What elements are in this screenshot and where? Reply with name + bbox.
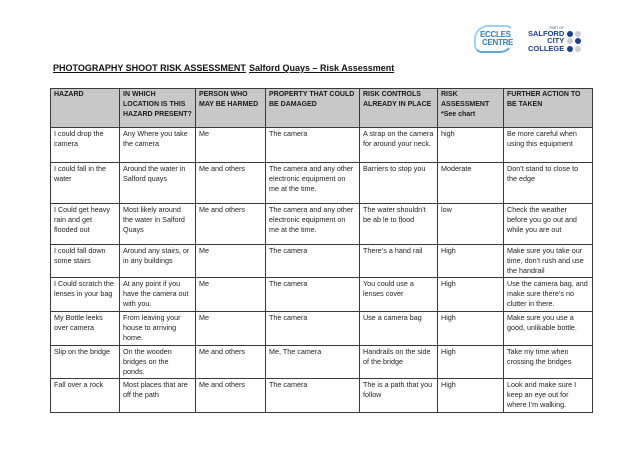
cell-hazard: My Bottle leeks over camera — [51, 312, 120, 346]
cell-controls: Use a camera bag — [360, 312, 438, 346]
cell-location: Around the water in Salford quays — [120, 163, 196, 204]
column-header-controls: RISK CONTROLS ALREADY IN PLACE — [360, 89, 438, 128]
cell-action: Make sure you use a good, unlikable bottle. — [504, 312, 593, 346]
cell-risk: High — [438, 245, 504, 278]
cell-hazard: I Could get heavy rain and get flooded out — [51, 204, 120, 245]
table-row — [51, 163, 593, 204]
cell-risk: High — [438, 379, 504, 413]
cell-location: Around any stairs, or in any buildings — [120, 245, 196, 278]
salford-logo-part-of: PART OF — [549, 25, 565, 30]
cell-property: The camera — [266, 379, 360, 413]
cell-person: Me — [196, 312, 266, 346]
cell-risk: High — [438, 346, 504, 379]
cell-risk: high — [438, 128, 504, 163]
cell-location: Most likely around the water in Salford Quays — [120, 204, 196, 245]
cell-hazard: I could drop the camera — [51, 128, 120, 163]
column-header-location: IN WHICH LOCATION IS THIS HAZARD PRESENT? — [120, 89, 196, 128]
cell-action: Don’t stand to close to the edge — [504, 163, 593, 204]
cell-risk: High — [438, 312, 504, 346]
document-title: PHOTOGRAPHY SHOOT RISK ASSESSMENT — [53, 63, 246, 73]
column-header-property: PROPERTY THAT COULD BE DAMAGED — [266, 89, 360, 128]
salford-logo-line3: COLLEGE — [528, 43, 565, 53]
cell-hazard: I Could scratch the lenses in your bag — [51, 278, 120, 312]
cell-action: Look and make sure I keep an eye out for where I’m walking. — [504, 379, 593, 413]
salford-dots-icon — [567, 31, 581, 52]
column-header-person: PERSON WHO MAY BE HARMED — [196, 89, 266, 128]
table-row — [51, 204, 593, 245]
cell-controls: Barriers to stop you — [360, 163, 438, 204]
logos — [474, 22, 581, 56]
cell-property: The camera — [266, 128, 360, 163]
cell-controls: Handrails on the side of the bridge — [360, 346, 438, 379]
cell-property: The camera and any other electronic equipment on me at the time. — [266, 163, 360, 204]
salford-logo-line1: SALFORD — [528, 28, 565, 38]
document-subtitle: Salford Quays – Risk Assessment — [249, 63, 395, 73]
cell-location: From leaving your house to arriving home. — [120, 312, 196, 346]
table-row — [51, 245, 593, 278]
cell-location: At any point if you have the camera out with you. — [120, 278, 196, 312]
column-header-action: FURTHER ACTION TO BE TAKEN — [504, 89, 593, 128]
table-row — [51, 128, 593, 163]
cell-person: Me and others — [196, 379, 266, 413]
cell-property: The camera — [266, 245, 360, 278]
cell-property: The camera — [266, 278, 360, 312]
salford-city-college-logo — [528, 26, 581, 53]
cell-action: Use the camera bag, and make sure there’s no clutter in there. — [504, 278, 593, 312]
cell-person: Me and others — [196, 163, 266, 204]
table-row — [51, 379, 593, 413]
cell-action: Be more careful when using this equipment — [504, 128, 593, 163]
cell-risk: low — [438, 204, 504, 245]
cell-property: Me, The camera — [266, 346, 360, 379]
cell-action: Make sure you take our time, don’t rush and use the handrail — [504, 245, 593, 278]
document-titles — [53, 63, 395, 73]
cell-hazard: Slip on the bridge — [51, 346, 120, 379]
cell-person: Me and others — [196, 346, 266, 379]
cell-action: Take my time when crossing the bridges — [504, 346, 593, 379]
cell-person: Me and others — [196, 204, 266, 245]
cell-location: Most places that are off the path — [120, 379, 196, 413]
cell-risk: Moderate — [438, 163, 504, 204]
salford-logo-text — [528, 26, 564, 53]
column-header-risk: RISK ASSESSMENT *See chart — [438, 89, 504, 128]
table-header-row — [51, 89, 593, 128]
table-row — [51, 278, 593, 312]
cell-action: Check the weather before you go out and while you are out — [504, 204, 593, 245]
table-row — [51, 312, 593, 346]
cell-controls: The is a path that you follow — [360, 379, 438, 413]
eccles-logo-line1: ECCLES — [480, 30, 511, 39]
cell-person: Me — [196, 128, 266, 163]
salford-logo-line2: CITY — [547, 36, 565, 46]
eccles-logo-line2: CENTRE — [482, 38, 514, 47]
cell-controls: You could use a lenses cover — [360, 278, 438, 312]
table-row — [51, 346, 593, 379]
cell-controls: The water shouldn’t be ab le to flood — [360, 204, 438, 245]
risk-assessment-table — [50, 88, 593, 413]
cell-property: The camera and any other electronic equipment on me at the time. — [266, 204, 360, 245]
cell-property: The camera — [266, 312, 360, 346]
cell-location: On the wooden bridges on the ponds. — [120, 346, 196, 379]
cell-location: Any Where you take the camera — [120, 128, 196, 163]
column-header-hazard: HAZARD — [51, 89, 120, 128]
cell-controls: There’s a hand rail — [360, 245, 438, 278]
cell-person: Me — [196, 278, 266, 312]
cell-hazard: I could fall down some stairs — [51, 245, 120, 278]
cell-hazard: Fall over a rock — [51, 379, 120, 413]
cell-risk: High — [438, 278, 504, 312]
cell-controls: A strap on the camera for around your neck. — [360, 128, 438, 163]
eccles-centre-logo — [474, 24, 516, 54]
cell-person: Me — [196, 245, 266, 278]
cell-hazard: I could fall in the water — [51, 163, 120, 204]
